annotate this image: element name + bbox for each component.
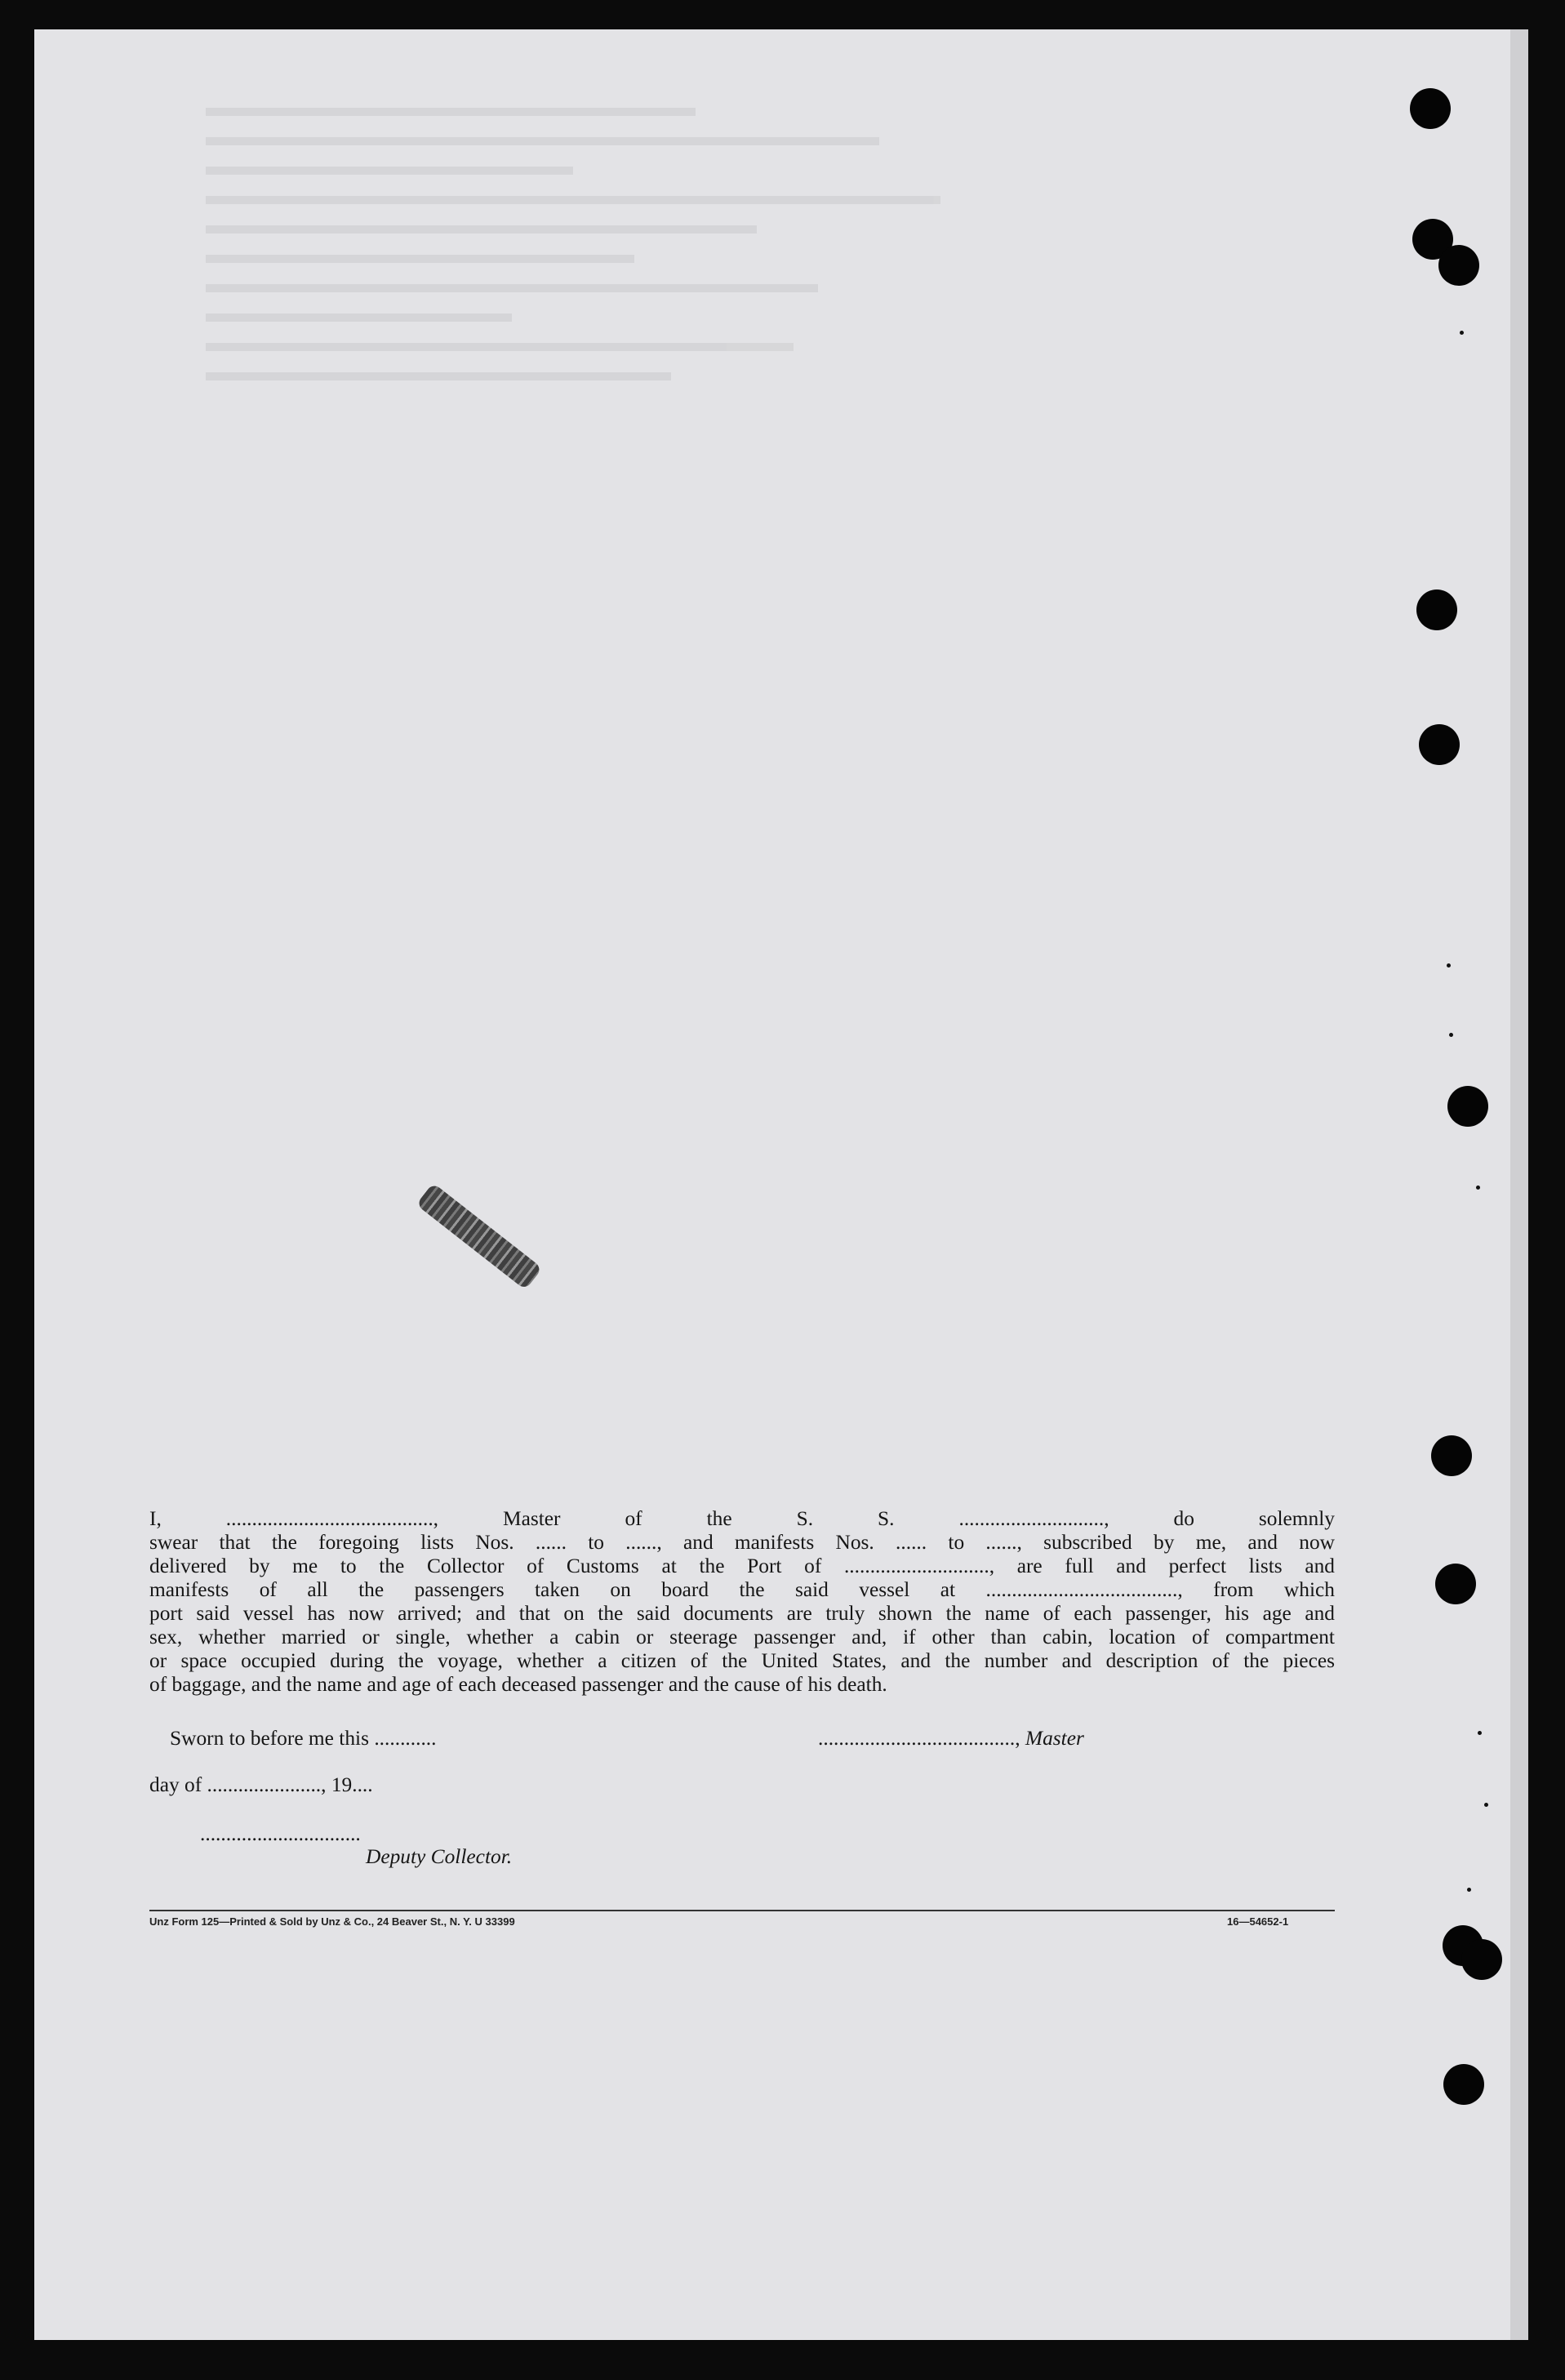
oath-line: of baggage, and the name and age of each deceased passenger and the cause of his death.	[149, 1673, 887, 1696]
speck	[1449, 1033, 1453, 1037]
master-label: Master	[1025, 1727, 1084, 1750]
deputy-collector-label: Deputy Collector.	[366, 1845, 513, 1868]
oath-line: port said vessel has now arrived; and that on the said documents are truly shown the name of each passenger, his age and	[149, 1602, 1335, 1625]
oath-line: or space occupied during the voyage, whether a citizen of the United States, and the number and description of the pieces	[149, 1649, 1335, 1672]
speck	[1484, 1803, 1488, 1807]
punch-hole	[1410, 88, 1451, 129]
punch-hole	[1419, 724, 1460, 765]
sworn-line: Sworn to before me this ............	[170, 1727, 437, 1750]
speck	[1478, 1731, 1482, 1735]
punch-hole	[1447, 1086, 1488, 1127]
oath-line: sex, whether married or single, whether a cabin or steerage passenger and, if other than cabin, location of compartment	[149, 1626, 1335, 1648]
show-through-text	[206, 87, 1430, 985]
master-dots: ......................................,	[818, 1727, 1020, 1750]
punch-hole	[1443, 2064, 1484, 2105]
oath-paragraph	[149, 1507, 1335, 1697]
footer-rule	[149, 1910, 1335, 1911]
punch-hole	[1416, 589, 1457, 630]
collector-dots: ...............................	[200, 1822, 361, 1845]
speck	[1460, 331, 1464, 335]
punch-hole	[1431, 1435, 1472, 1476]
master-signature-line	[818, 1727, 1084, 1751]
oath-line: I, ........................................, Master of the S. S. ............................, do solemnly	[149, 1507, 1335, 1530]
punch-hole	[1461, 1939, 1502, 1980]
punch-hole	[1435, 1564, 1476, 1604]
document-page	[34, 29, 1510, 2340]
speck	[1476, 1186, 1480, 1190]
footer-printer: Unz Form 125—Printed & Sold by Unz & Co., 24 Beaver St., N. Y. U 33399	[149, 1915, 515, 1928]
oath-line: manifests of all the passengers taken on board the said vessel at ....................................., from which	[149, 1578, 1335, 1601]
oath-line: delivered by me to the Collector of Customs at the Port of ............................, are full and perfect lists and	[149, 1555, 1335, 1577]
punch-hole	[1438, 245, 1479, 286]
page-edge	[1510, 29, 1528, 2340]
day-of-line: day of ......................, 19....	[149, 1773, 373, 1796]
speck	[1467, 1888, 1471, 1892]
speck	[1447, 963, 1451, 968]
oath-line: swear that the foregoing lists Nos. ...... to ......, and manifests Nos. ...... to ......, subscribed by me, and now	[149, 1531, 1335, 1554]
footer-form-number: 16—54652-1	[1227, 1915, 1289, 1928]
